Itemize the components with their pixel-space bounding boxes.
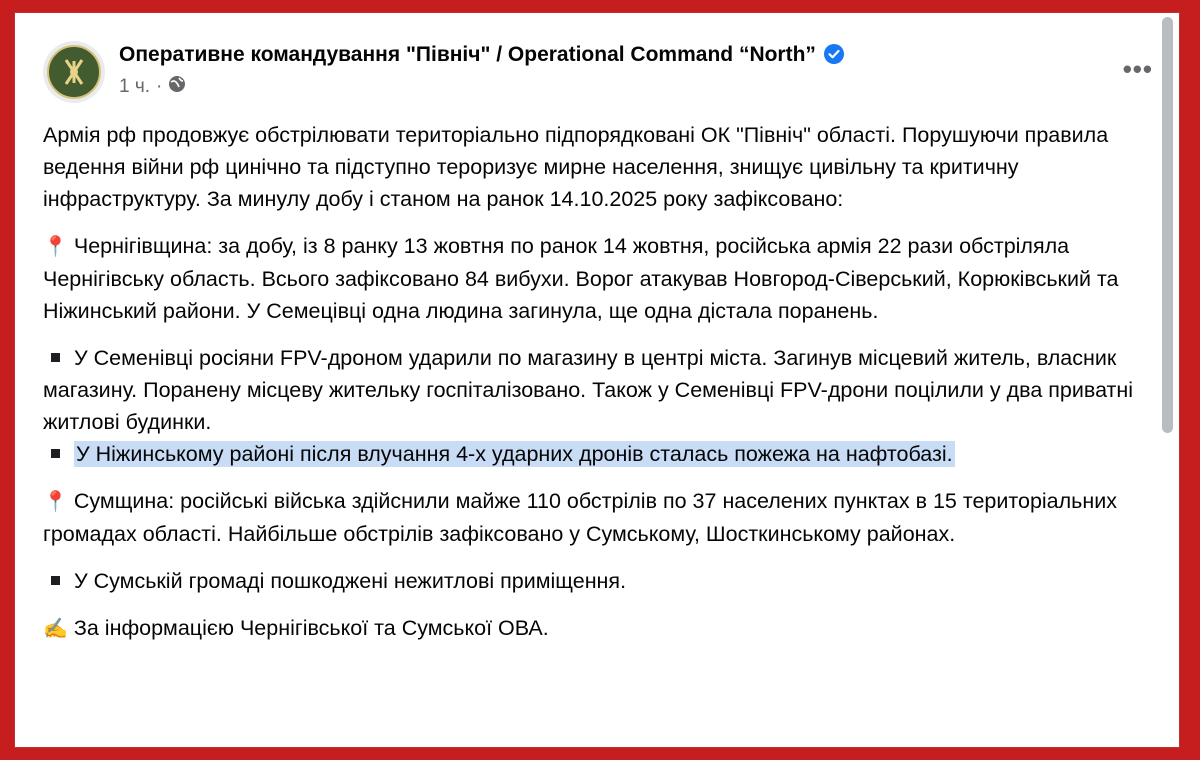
- chernihiv-paragraph: [43, 230, 1141, 327]
- sumy-bullet-1: [43, 565, 1141, 597]
- post-meta: [119, 75, 186, 99]
- page-name-link[interactable]: [119, 43, 844, 70]
- post-card: [14, 12, 1180, 748]
- source-text: За інформацією Чернігівської та Сумської ОВА.: [73, 616, 549, 640]
- post-header: [43, 37, 1153, 117]
- chernihiv-text: Чернігівщина: за добу, із 8 ранку 13 жовтня по ранок 14 жовтня, російська армія 22 рази обстріляла Чернігівську область. Всього зафіксовано 84 вибухи. Ворог атакував Новгород-Сіверський, Корюківський та Ніжинський райони. У Семецівці одна людина загинула, ще одна дістала поранень.: [43, 234, 1119, 323]
- sumy-paragraph: [43, 485, 1141, 550]
- post-time[interactable]: 1 ч.: [119, 76, 151, 97]
- chernihiv-bullet-1-text: У Семенівці росіяни FPV-дроном ударили по магазину в центрі міста. Загинув місцевий житель, власник магазину. Поранену місцеву жительку госпіталізовано. Також у Семенівці FPV-дрони поцілили у два приватні житлові будинки.: [43, 346, 1134, 434]
- more-options-button[interactable]: •••: [1122, 54, 1153, 84]
- emblem-icon: [47, 45, 101, 99]
- black-square-bullet-icon: [51, 576, 60, 585]
- scrollbar[interactable]: [1161, 13, 1175, 748]
- page-name[interactable]: Оперативне командування "Північ" / Operational Command “North”: [119, 43, 816, 66]
- globe-icon: [168, 75, 186, 99]
- sumy-bullet-1-text: У Сумській громаді пошкоджені нежитлові приміщення.: [74, 569, 627, 593]
- verified-badge-icon: [824, 44, 844, 70]
- page-avatar[interactable]: [43, 41, 105, 103]
- round-pushpin-icon: 📍: [43, 491, 68, 513]
- writing-hand-icon: ✍️: [43, 618, 68, 640]
- black-square-bullet-icon: [51, 353, 60, 362]
- chernihiv-bullet-2: [43, 438, 1141, 470]
- highlighted-text: У Ніжинському районі після влучання 4-х ударних дронів сталась пожежа на нафтобазі.: [76, 442, 953, 466]
- chernihiv-bullet-1: [43, 342, 1141, 438]
- source-paragraph: [43, 612, 1141, 645]
- intro-paragraph: Армія рф продовжує обстрілювати територіально підпорядковані ОК "Північ" області. Порушуючи правила ведення війни рф цинічно та підступно тероризує мирне населення, знищує цивільну та критичну інфраструктуру. За минулу добу і станом на ранок 14.10.2025 року зафіксовано:: [43, 123, 1109, 211]
- meta-separator: ·: [156, 76, 163, 97]
- post-body: [43, 119, 1141, 660]
- black-square-bullet-icon: [51, 449, 60, 458]
- scrollbar-thumb[interactable]: [1162, 17, 1173, 433]
- sumy-text: Сумщина: російські війська здійснили майже 110 обстрілів по 37 населених пунктах в 15 територіальних громадах області. Найбільше обстрілів зафіксовано у Сумському, Шосткинському районах.: [43, 489, 1118, 546]
- round-pushpin-icon: 📍: [43, 236, 68, 258]
